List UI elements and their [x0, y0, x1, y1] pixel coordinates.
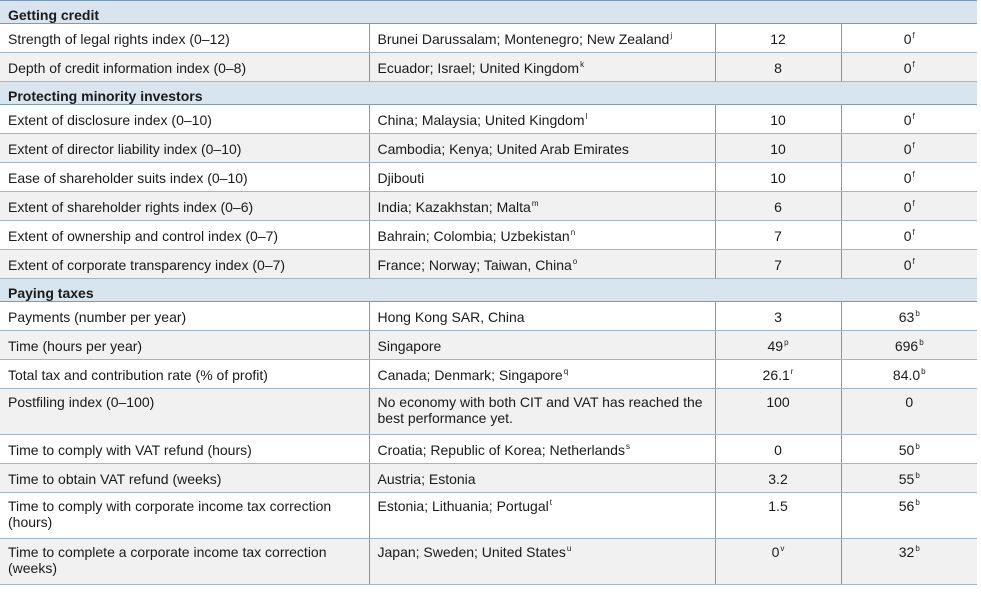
economies-text: Austria; Estonia	[377, 471, 476, 487]
indicator-cell	[0, 493, 369, 539]
footnote-marker: l	[585, 112, 588, 121]
best-value-cell	[715, 24, 841, 53]
indicator-text: Time (hours per year)	[8, 338, 143, 354]
table-row	[0, 250, 977, 279]
footnote-marker: b	[921, 367, 926, 376]
table-row	[0, 464, 977, 493]
section-header	[0, 82, 977, 105]
economies-cell	[369, 539, 715, 585]
footnote-marker: f	[912, 31, 915, 40]
worst-value-cell	[841, 331, 977, 360]
best-value-text: 0	[774, 442, 782, 458]
indicator-text: Postfiling index (0–100)	[8, 394, 155, 410]
best-value-text: 100	[766, 394, 790, 410]
best-value-text: 7	[774, 228, 782, 244]
indicator-cell	[0, 331, 369, 360]
indicator-cell	[0, 389, 369, 435]
economies-text: Singapore	[377, 338, 442, 354]
economies-text: Cambodia; Kenya; United Arab Emirates	[377, 141, 629, 157]
footnote-marker: b	[915, 471, 920, 480]
footnote-marker: m	[531, 199, 539, 208]
worst-value-cell	[841, 250, 977, 279]
indicator-text: Extent of ownership and control index (0–7)	[8, 228, 279, 244]
economies-cell	[369, 493, 715, 539]
economies-text: India; Kazakhstan; Malta	[377, 199, 531, 215]
worst-value-text: 0	[903, 199, 912, 215]
worst-value-text: 0	[903, 141, 912, 157]
economies-cell	[369, 53, 715, 82]
best-value-text: 6	[774, 199, 782, 215]
economies-text: Brunei Darussalam; Montenegro; New Zealand	[377, 31, 670, 47]
best-value-cell	[715, 435, 841, 464]
indicator-cell	[0, 24, 369, 53]
best-value-cell	[715, 250, 841, 279]
worst-value-cell	[841, 389, 977, 435]
economies-cell	[369, 134, 715, 163]
indicator-text: Extent of director liability index (0–10)	[8, 141, 242, 157]
economies-cell	[369, 163, 715, 192]
economies-cell	[369, 105, 715, 134]
best-value-cell	[715, 360, 841, 389]
best-value-text: 3	[774, 309, 782, 325]
worst-value-cell	[841, 24, 977, 53]
economies-cell	[369, 331, 715, 360]
table-row	[0, 192, 977, 221]
table-row	[0, 331, 977, 360]
best-value-cell	[715, 389, 841, 435]
worst-value-cell	[841, 302, 977, 331]
footnote-marker: p	[784, 338, 789, 347]
best-value-text: 12	[770, 31, 786, 47]
indicator-cell	[0, 360, 369, 389]
best-value-text: 3.2	[768, 471, 788, 487]
section-title: Paying taxes	[0, 279, 977, 302]
economies-text: Croatia; Republic of Korea; Netherlands	[377, 442, 625, 458]
footnote-marker: f	[912, 60, 915, 69]
economies-cell	[369, 192, 715, 221]
footnote-marker: t	[549, 498, 552, 507]
table-row	[0, 105, 977, 134]
economies-cell	[369, 24, 715, 53]
best-value-cell	[715, 302, 841, 331]
best-value-text: 26.1	[762, 367, 790, 383]
worst-value-text: 0	[903, 228, 912, 244]
best-value-cell	[715, 539, 841, 585]
table-row	[0, 53, 977, 82]
table-row	[0, 134, 977, 163]
best-value-cell	[715, 493, 841, 539]
indicator-text: Time to comply with VAT refund (hours)	[8, 442, 252, 458]
section-title: Protecting minority investors	[0, 82, 977, 105]
economies-text: No economy with both CIT and VAT has reached the best performance yet.	[377, 394, 703, 426]
worst-value-cell	[841, 192, 977, 221]
section-title: Getting credit	[0, 1, 977, 24]
footnote-marker: u	[566, 544, 572, 553]
worst-value-cell	[841, 493, 977, 539]
indicator-text: Payments (number per year)	[8, 309, 187, 325]
footnote-marker: b	[919, 338, 924, 347]
footnote-marker: b	[915, 498, 920, 507]
table-row	[0, 221, 977, 250]
footnote-marker: s	[625, 442, 630, 451]
footnote-marker: b	[915, 442, 920, 451]
best-value-cell	[715, 221, 841, 250]
footnote-marker: r	[790, 367, 794, 376]
worst-value-cell	[841, 105, 977, 134]
best-value-text: 10	[770, 112, 786, 128]
footnote-marker: f	[912, 228, 915, 237]
worst-value-text: 63	[898, 309, 915, 325]
table-row	[0, 302, 977, 331]
footnote-marker: f	[912, 199, 915, 208]
best-value-text: 1.5	[768, 498, 788, 514]
best-value-text: 10	[770, 141, 786, 157]
footnote-marker: f	[912, 257, 915, 266]
economies-text: Hong Kong SAR, China	[377, 309, 525, 325]
footnote-marker: b	[915, 544, 920, 553]
best-value-cell	[715, 134, 841, 163]
best-value-cell	[715, 105, 841, 134]
indicator-text: Extent of disclosure index (0–10)	[8, 112, 212, 128]
footnote-marker: q	[563, 367, 569, 376]
worst-value-cell	[841, 435, 977, 464]
indicator-cell	[0, 163, 369, 192]
economies-cell	[369, 464, 715, 493]
best-value-cell	[715, 53, 841, 82]
indicator-cell	[0, 302, 369, 331]
worst-value-cell	[841, 134, 977, 163]
economies-text: Bahrain; Colombia; Uzbekistan	[377, 228, 570, 244]
indicator-text: Extent of corporate transparency index (0–7)	[8, 257, 286, 273]
economies-text: France; Norway; Taiwan, China	[377, 257, 572, 273]
section-header	[0, 279, 977, 302]
best-value-cell	[715, 464, 841, 493]
indicator-cell	[0, 221, 369, 250]
worst-value-text: 696	[894, 338, 919, 354]
worst-value-text: 32	[898, 544, 915, 560]
indicator-cell	[0, 105, 369, 134]
worst-value-cell	[841, 221, 977, 250]
indicator-text: Depth of credit information index (0–8)	[8, 60, 247, 76]
worst-value-text: 0	[903, 257, 912, 273]
worst-value-text: 56	[898, 498, 915, 514]
worst-value-text: 0	[905, 394, 914, 410]
best-value-cell	[715, 163, 841, 192]
section-header	[0, 1, 977, 24]
worst-value-text: 0	[903, 31, 912, 47]
footnote-marker: f	[912, 141, 915, 150]
indicator-cell	[0, 134, 369, 163]
indicator-cell	[0, 464, 369, 493]
best-value-text: 7	[774, 257, 782, 273]
economies-text: Djibouti	[377, 170, 425, 186]
indicator-text: Ease of shareholder suits index (0–10)	[8, 170, 248, 186]
footnote-marker: o	[572, 257, 578, 266]
table-row	[0, 24, 977, 53]
economies-cell	[369, 302, 715, 331]
economies-cell	[369, 221, 715, 250]
economies-text: Estonia; Lithuania; Portugal	[377, 498, 549, 514]
indicator-cell	[0, 250, 369, 279]
best-value-text: 8	[774, 60, 782, 76]
worst-value-text: 84.0	[892, 367, 921, 383]
economies-cell	[369, 250, 715, 279]
indicator-cell	[0, 192, 369, 221]
table-row	[0, 539, 977, 585]
worst-value-cell	[841, 163, 977, 192]
footnote-marker: f	[912, 170, 915, 179]
footnote-marker: b	[915, 309, 920, 318]
indicator-text: Time to complete a corporate income tax correction (weeks)	[8, 544, 327, 576]
footnote-marker: v	[780, 544, 785, 553]
worst-value-cell	[841, 539, 977, 585]
best-value-cell	[715, 192, 841, 221]
worst-value-text: 50	[898, 442, 915, 458]
worst-value-cell	[841, 360, 977, 389]
table-row	[0, 389, 977, 435]
table-row	[0, 163, 977, 192]
footnote-marker: f	[912, 112, 915, 121]
economies-cell	[369, 435, 715, 464]
economies-text: Japan; Sweden; United States	[377, 544, 566, 560]
indicator-cell	[0, 435, 369, 464]
economies-cell	[369, 389, 715, 435]
best-value-cell	[715, 331, 841, 360]
footnote-marker: j	[670, 31, 673, 40]
economies-text: Ecuador; Israel; United Kingdom	[377, 60, 580, 76]
worst-value-cell	[841, 464, 977, 493]
table-row	[0, 493, 977, 539]
indicator-text: Time to obtain VAT refund (weeks)	[8, 471, 222, 487]
economies-text: Canada; Denmark; Singapore	[377, 367, 563, 383]
economies-text: China; Malaysia; United Kingdom	[377, 112, 585, 128]
table-body	[0, 1, 977, 585]
worst-value-text: 0	[903, 60, 912, 76]
worst-value-cell	[841, 53, 977, 82]
indicator-cell	[0, 53, 369, 82]
footnote-marker: k	[580, 60, 585, 69]
worst-value-text: 0	[903, 170, 912, 186]
footnote-marker: n	[570, 228, 576, 237]
table-row	[0, 435, 977, 464]
indicator-text: Total tax and contribution rate (% of profit)	[8, 367, 268, 383]
indicator-text: Strength of legal rights index (0–12)	[8, 31, 230, 47]
best-value-text: 0	[771, 544, 780, 560]
economies-cell	[369, 360, 715, 389]
best-value-text: 49	[767, 338, 784, 354]
worst-value-text: 55	[898, 471, 915, 487]
indicator-text: Extent of shareholder rights index (0–6)	[8, 199, 254, 215]
indicator-cell	[0, 539, 369, 585]
best-value-text: 10	[770, 170, 786, 186]
worst-value-text: 0	[903, 112, 912, 128]
indicator-text: Time to comply with corporate income tax correction (hours)	[8, 498, 332, 530]
table-row	[0, 360, 977, 389]
